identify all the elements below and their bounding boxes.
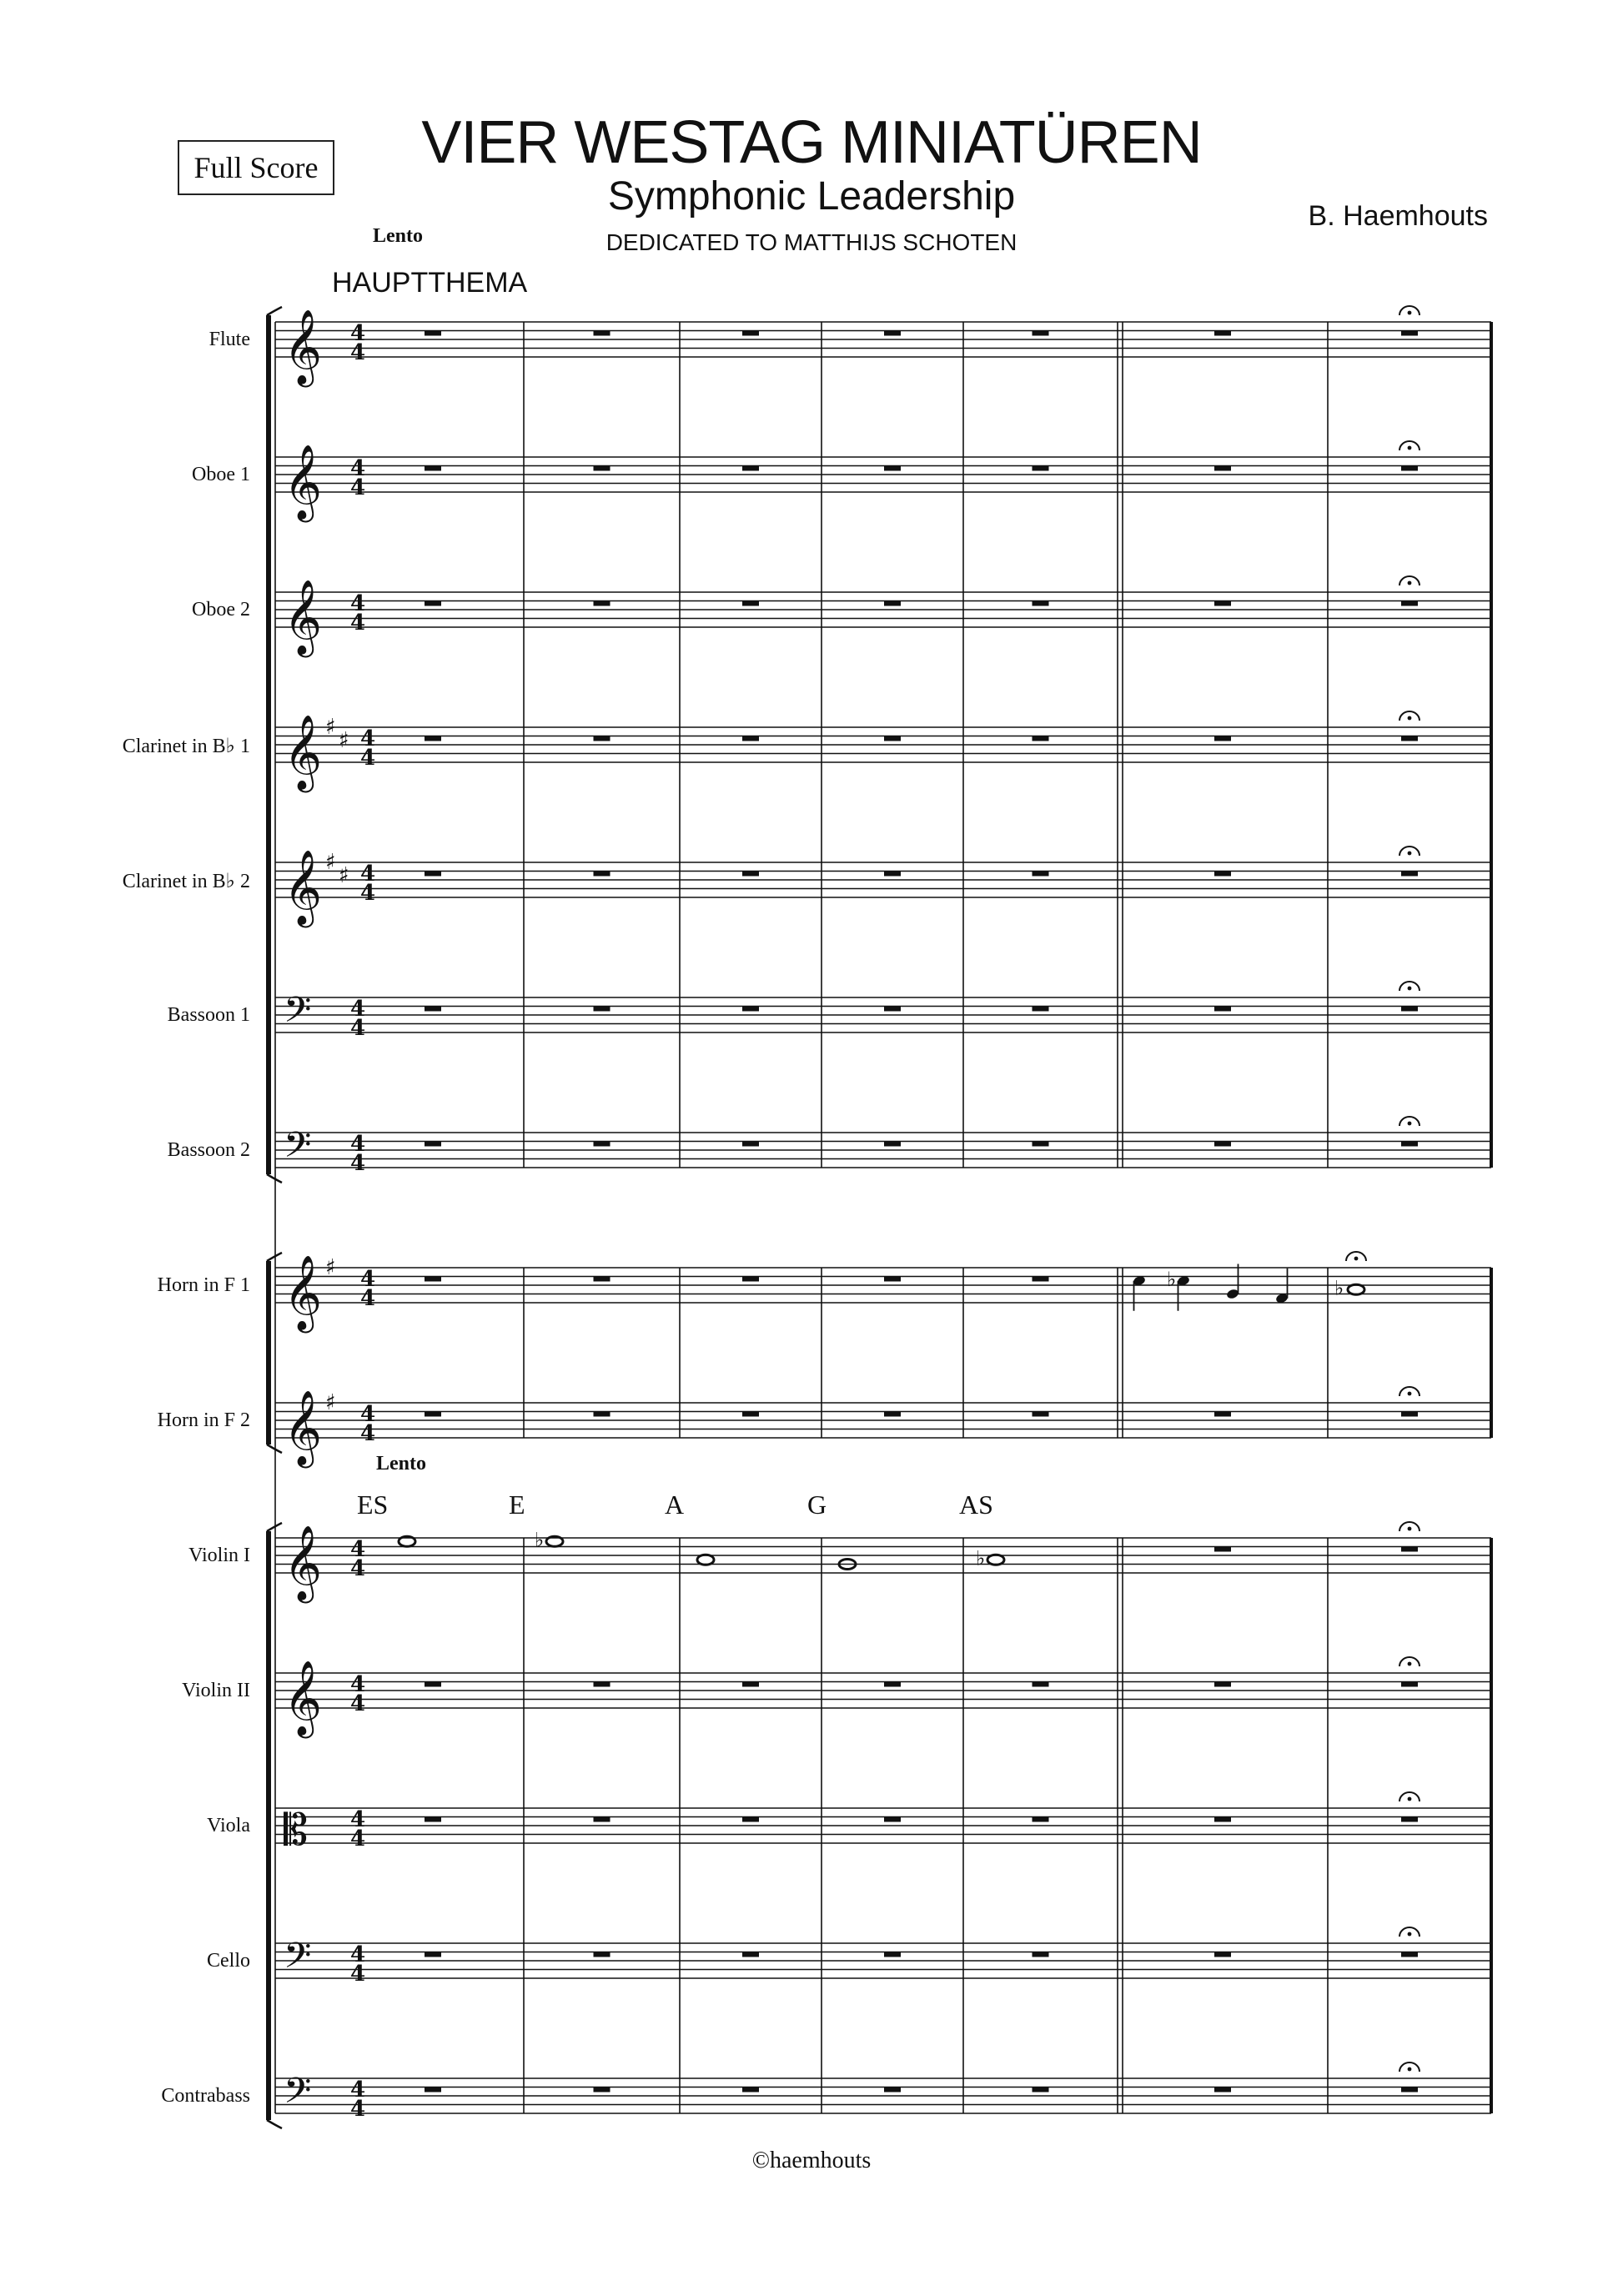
whole-rest-icon	[884, 736, 901, 741]
time-signature-bottom: 4	[360, 746, 376, 771]
whole-rest-icon	[1033, 331, 1049, 336]
whole-rest-icon	[1033, 601, 1049, 606]
whole-rest-icon	[742, 872, 759, 877]
time-signature-bottom: 4	[350, 475, 366, 500]
whole-rest-icon	[1214, 1547, 1231, 1552]
whole-rest-icon	[884, 601, 901, 606]
instrument-label: Viola	[207, 1815, 250, 1836]
time-signature-top: 4	[350, 2077, 366, 2103]
fermata-dot	[1408, 852, 1412, 856]
whole-rest-icon	[425, 1682, 441, 1687]
whole-rest-icon	[1401, 1682, 1418, 1687]
section-label: HAUPTTHEMA	[332, 267, 528, 299]
whole-rest-icon	[594, 1817, 611, 1822]
whole-rest-icon	[1214, 736, 1231, 741]
time-signature-top: 4	[350, 997, 366, 1022]
whole-rest-icon	[594, 1412, 611, 1417]
whole-rest-icon	[594, 2088, 611, 2093]
whole-rest-icon	[425, 1142, 441, 1147]
bass-clef-icon: 𝄢	[284, 1124, 312, 1175]
alto-clef-icon: 𝄡	[284, 1806, 309, 1856]
whole-rest-icon	[1033, 872, 1049, 877]
fermata-dot	[1408, 1122, 1412, 1126]
fermata-dot	[1408, 311, 1412, 315]
whole-rest-icon	[742, 1412, 759, 1417]
instrument-label: Oboe 1	[192, 464, 250, 485]
time-signature-top: 4	[350, 1942, 366, 1967]
fermata-dot	[1408, 1797, 1412, 1801]
flat-icon: ♭	[1167, 1267, 1177, 1291]
whole-rest-icon	[1401, 1412, 1418, 1417]
bracket-top-hook	[267, 307, 282, 315]
whole-rest-icon	[594, 331, 611, 336]
whole-rest-icon	[1401, 466, 1418, 471]
treble-clef-icon: 𝄞	[284, 850, 323, 925]
instrument-label: Clarinet in B♭ 1	[122, 736, 250, 757]
whole-rest-icon	[884, 331, 901, 336]
whole-rest-icon	[594, 736, 611, 741]
time-signature-top: 4	[360, 862, 376, 887]
whole-rest-icon	[1214, 1682, 1231, 1687]
instrument-label: Violin II	[182, 1680, 250, 1701]
whole-rest-icon	[1214, 1412, 1231, 1417]
whole-rest-icon	[884, 1277, 901, 1282]
note-name-5: AS	[959, 1490, 993, 1520]
whole-rest-icon	[425, 872, 441, 877]
bass-clef-icon: 𝄢	[284, 989, 312, 1040]
bass-clef-icon: 𝄢	[284, 1935, 312, 1986]
whole-rest-icon	[742, 1007, 759, 1012]
fermata-dot	[1408, 446, 1412, 450]
sharp-icon: ♯	[325, 850, 336, 875]
time-signature-top: 4	[360, 1402, 376, 1427]
flat-icon: ♭	[976, 1546, 986, 1570]
time-signature-bottom: 4	[350, 1826, 366, 1851]
whole-rest-icon	[594, 1007, 611, 1012]
treble-clef-icon: 𝄞	[284, 1255, 323, 1330]
whole-rest-icon	[594, 872, 611, 877]
whole-note-head	[697, 1555, 714, 1565]
time-signature-bottom: 4	[350, 1691, 366, 1716]
whole-rest-icon	[594, 1952, 611, 1957]
instrument-label: Violin I	[188, 1545, 250, 1566]
time-signature-bottom: 4	[360, 1286, 376, 1311]
whole-rest-icon	[425, 1952, 441, 1957]
whole-rest-icon	[742, 2088, 759, 2093]
tempo-marking-winds: Lento	[373, 225, 423, 247]
whole-rest-icon	[425, 1412, 441, 1417]
time-signature-top: 4	[360, 1267, 376, 1292]
instrument-label: Bassoon 1	[167, 1004, 250, 1026]
sharp-icon: ♯	[339, 862, 349, 888]
whole-rest-icon	[742, 736, 759, 741]
whole-rest-icon	[594, 1682, 611, 1687]
whole-rest-icon	[425, 331, 441, 336]
time-signature-top: 4	[350, 1672, 366, 1697]
whole-rest-icon	[1401, 1817, 1418, 1822]
whole-rest-icon	[742, 1142, 759, 1147]
note-name-4: G	[807, 1490, 827, 1520]
time-signature-top: 4	[350, 321, 366, 346]
whole-rest-icon	[1033, 1682, 1049, 1687]
whole-rest-icon	[1033, 736, 1049, 741]
whole-rest-icon	[594, 466, 611, 471]
fermata-dot	[1408, 2067, 1412, 2072]
instrument-label: Horn in F 2	[157, 1409, 250, 1431]
bracket-top-hook	[267, 1523, 282, 1531]
sharp-icon: ♯	[325, 1390, 336, 1415]
time-signature-top: 4	[350, 456, 366, 481]
whole-rest-icon	[884, 1007, 901, 1012]
whole-rest-icon	[1033, 1952, 1049, 1957]
instrument-label: Oboe 2	[192, 599, 250, 620]
whole-rest-icon	[1401, 1952, 1418, 1957]
whole-rest-icon	[742, 1817, 759, 1822]
sharp-icon: ♯	[325, 715, 336, 740]
whole-rest-icon	[1214, 2088, 1231, 2093]
fermata-dot	[1408, 581, 1412, 585]
time-signature-bottom: 4	[360, 1421, 376, 1446]
whole-rest-icon	[1401, 1142, 1418, 1147]
whole-rest-icon	[884, 466, 901, 471]
bracket-bottom-hook	[267, 1444, 282, 1453]
instrument-label: Contrabass	[161, 2085, 250, 2107]
fermata-dot	[1408, 987, 1412, 991]
time-signature-bottom: 4	[350, 1962, 366, 1987]
whole-rest-icon	[1214, 1952, 1231, 1957]
whole-rest-icon	[594, 1142, 611, 1147]
whole-rest-icon	[884, 1682, 901, 1687]
treble-clef-icon: 𝄞	[284, 715, 323, 790]
treble-clef-icon: 𝄞	[284, 445, 323, 520]
bracket-bottom-hook	[267, 1174, 282, 1183]
whole-rest-icon	[1033, 466, 1049, 471]
treble-clef-icon: 𝄞	[284, 1390, 323, 1465]
whole-rest-icon	[425, 2088, 441, 2093]
time-signature-bottom: 4	[350, 1016, 366, 1041]
flat-icon: ♭	[535, 1528, 545, 1552]
whole-rest-icon	[1214, 872, 1231, 877]
whole-rest-icon	[1033, 1412, 1049, 1417]
flat-icon: ♭	[1334, 1276, 1344, 1300]
whole-rest-icon	[1401, 331, 1418, 336]
whole-rest-icon	[1033, 1007, 1049, 1012]
fermata-dot	[1408, 716, 1412, 721]
whole-rest-icon	[594, 1277, 611, 1282]
note-name-2: E	[509, 1490, 525, 1520]
time-signature-bottom: 4	[360, 881, 376, 906]
instrument-label: Cello	[207, 1950, 250, 1972]
bracket-top-hook	[267, 1253, 282, 1261]
whole-rest-icon	[742, 601, 759, 606]
time-signature-top: 4	[350, 1537, 366, 1562]
whole-rest-icon	[884, 1142, 901, 1147]
bracket-bottom-hook	[267, 2120, 282, 2128]
whole-rest-icon	[1401, 736, 1418, 741]
whole-rest-icon	[884, 2088, 901, 2093]
whole-rest-icon	[425, 601, 441, 606]
score-title: VIER WESTAG MINIATÜREN	[421, 109, 1202, 176]
whole-rest-icon	[1214, 1007, 1231, 1012]
fermata-dot	[1408, 1662, 1412, 1666]
fermata-dot	[1408, 1527, 1412, 1531]
time-signature-bottom: 4	[350, 1151, 366, 1176]
bass-clef-icon: 𝄢	[284, 2070, 312, 2121]
sharp-icon: ♯	[339, 727, 349, 753]
treble-clef-icon: 𝄞	[284, 1660, 323, 1736]
whole-rest-icon	[884, 1952, 901, 1957]
full-score-badge: Full Score	[178, 140, 334, 195]
whole-rest-icon	[884, 1817, 901, 1822]
time-signature-bottom: 4	[350, 340, 366, 365]
whole-rest-icon	[425, 1817, 441, 1822]
whole-rest-icon	[1401, 2088, 1418, 2093]
whole-rest-icon	[1214, 601, 1231, 606]
whole-note-head	[987, 1555, 1004, 1565]
instrument-label: Clarinet in B♭ 2	[122, 871, 250, 892]
whole-rest-icon	[425, 466, 441, 471]
whole-rest-icon	[1401, 601, 1418, 606]
copyright-footer: ©haemhouts	[751, 2148, 872, 2173]
whole-rest-icon	[884, 1412, 901, 1417]
whole-rest-icon	[1401, 872, 1418, 877]
whole-rest-icon	[1401, 1007, 1418, 1012]
note-name-1: ES	[357, 1490, 389, 1520]
whole-rest-icon	[425, 736, 441, 741]
time-signature-top: 4	[350, 591, 366, 616]
time-signature-top: 4	[360, 726, 376, 751]
time-signature-bottom: 4	[350, 1556, 366, 1581]
treble-clef-icon: 𝄞	[284, 309, 323, 384]
whole-rest-icon	[742, 1952, 759, 1957]
whole-rest-icon	[1214, 1817, 1231, 1822]
dedication: DEDICATED TO MATTHIJS SCHOTEN	[605, 229, 1018, 255]
whole-rest-icon	[1033, 2088, 1049, 2093]
whole-rest-icon	[1214, 331, 1231, 336]
instrument-label: Flute	[209, 329, 250, 350]
instrument-label: Horn in F 1	[157, 1274, 250, 1296]
whole-rest-icon	[425, 1007, 441, 1012]
sharp-icon: ♯	[325, 1255, 336, 1280]
treble-clef-icon: 𝄞	[284, 1525, 323, 1600]
whole-rest-icon	[742, 1682, 759, 1687]
whole-rest-icon	[594, 601, 611, 606]
whole-rest-icon	[742, 1277, 759, 1282]
fermata-dot	[1408, 1932, 1412, 1937]
time-signature-top: 4	[350, 1807, 366, 1832]
treble-clef-icon: 𝄞	[284, 580, 323, 655]
whole-rest-icon	[742, 331, 759, 336]
time-signature-bottom: 4	[350, 2097, 366, 2122]
time-signature-bottom: 4	[350, 610, 366, 636]
instrument-label: Bassoon 2	[167, 1139, 250, 1161]
fermata-dot	[1408, 1392, 1412, 1396]
score-subtitle: Symphonic Leadership	[607, 174, 1016, 219]
whole-rest-icon	[1033, 1142, 1049, 1147]
tempo-marking-strings: Lento	[376, 1453, 426, 1475]
fermata-dot	[1354, 1257, 1359, 1261]
composer-name: B. Haemhouts	[1308, 200, 1488, 232]
whole-rest-icon	[1214, 1142, 1231, 1147]
whole-rest-icon	[1401, 1547, 1418, 1552]
whole-rest-icon	[1033, 1817, 1049, 1822]
whole-rest-icon	[425, 1277, 441, 1282]
whole-note-head	[1348, 1284, 1364, 1294]
whole-rest-icon	[1033, 1277, 1049, 1282]
whole-rest-icon	[1214, 466, 1231, 471]
note-name-3: A	[665, 1490, 685, 1520]
whole-rest-icon	[742, 466, 759, 471]
time-signature-top: 4	[350, 1132, 366, 1157]
whole-rest-icon	[884, 872, 901, 877]
